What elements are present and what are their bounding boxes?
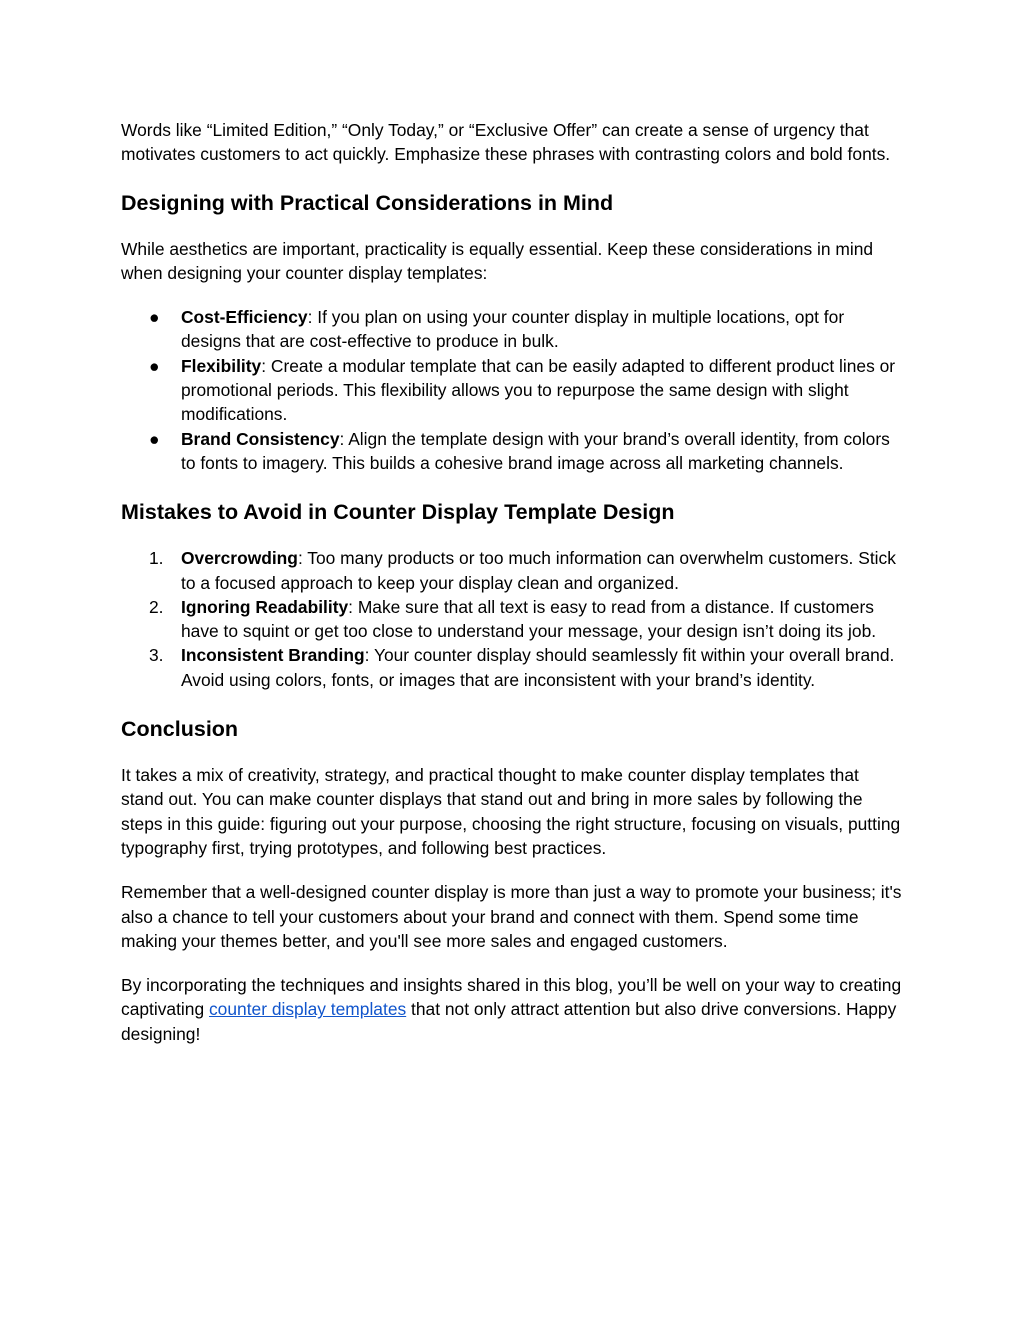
conclusion-heading: Conclusion bbox=[121, 717, 239, 742]
document-page bbox=[121, 118, 906, 1046]
list-item-text: : Your counter display should seamlessly fit within your overall brand. Avoid using colors, fonts, or images that are inconsistent with your brand’s identity. bbox=[181, 645, 895, 690]
list-item-inconsistent-branding bbox=[121, 643, 906, 692]
list-item-term: Overcrowding bbox=[181, 548, 298, 569]
list-item-term: Flexibility bbox=[181, 355, 262, 376]
practical-heading: Designing with Practical Considerations in Mind bbox=[121, 190, 614, 215]
list-item-term: Inconsistent Branding bbox=[181, 645, 365, 666]
intro-paragraph: Words like “Limited Edition,” “Only Today,” or “Exclusive Offer” can create a sense of urgency that motivates customers to act quickly. Emphasize these phrases with contrasting colors and bold fonts. bbox=[121, 120, 891, 165]
list-item-term: Ignoring Readability bbox=[181, 596, 349, 617]
conclusion-text-after-link: that not only attract attention but also drive conversions. Happy designing! bbox=[121, 999, 897, 1044]
conclusion-paragraph-1: It takes a mix of creativity, strategy, and practical thought to make counter display templates that stand out. You can make counter displays that stand out and bring in more sales by following the steps in this guide: figuring out your purpose, choosing the right structure, focusing on visuals, putting typography first, trying prototypes, and following best practices. bbox=[121, 765, 901, 858]
practical-list bbox=[121, 305, 906, 475]
practical-paragraph: While aesthetics are important, practicality is equally essential. Keep these considerations in mind when designing your counter display templates: bbox=[121, 238, 874, 283]
list-number: 2. bbox=[149, 596, 164, 617]
list-item-brand-consistency bbox=[121, 427, 906, 476]
bullet-icon: ● bbox=[149, 307, 160, 328]
list-number: 1. bbox=[149, 548, 164, 569]
conclusion-paragraph-2: Remember that a well-designed counter display is more than just a way to promote your business; it's also a chance to tell your customers about your brand and connect with them. Spend some time making your themes better, and you'll see more sales and engaged customers. bbox=[121, 882, 902, 951]
conclusion-paragraph-3 bbox=[121, 973, 906, 1046]
list-number: 3. bbox=[149, 645, 164, 666]
list-item-term: Brand Consistency bbox=[181, 428, 340, 449]
list-item-text: : Make sure that all text is easy to read from a distance. If customers have to squint or get too close to understand your message, your design isn’t doing its job. bbox=[181, 596, 877, 642]
counter-display-templates-link[interactable]: counter display templates bbox=[208, 999, 407, 1020]
list-item-text: : Create a modular template that can be easily adapted to different product lines or promotional periods. This flexibility allows you to repurpose the same design with slight modifications. bbox=[181, 355, 896, 425]
bullet-icon: ● bbox=[149, 428, 160, 449]
list-item-ignoring-readability bbox=[121, 595, 906, 644]
list-item-overcrowding bbox=[121, 546, 906, 595]
bullet-icon: ● bbox=[149, 355, 160, 376]
list-item-flexibility bbox=[121, 354, 906, 427]
mistakes-heading: Mistakes to Avoid in Counter Display Template Design bbox=[121, 500, 675, 525]
list-item-text: : If you plan on using your counter display in multiple locations, opt for designs that are cost-effective to produce in bulk. bbox=[181, 307, 845, 352]
list-item-term: Cost-Efficiency bbox=[181, 307, 308, 328]
mistakes-list bbox=[121, 546, 906, 692]
list-item-text: : Align the template design with your brand’s overall identity, from colors to fonts to imagery. This builds a cohesive brand image across all marketing channels. bbox=[181, 428, 890, 473]
list-item-text: : Too many products or too much information can overwhelm customers. Stick to a focused approach to keep your display clean and organized. bbox=[181, 548, 896, 593]
conclusion-text-before-link: By incorporating the techniques and insights shared in this blog, you’ll be well on your way to creating captivating bbox=[121, 975, 902, 1020]
list-item-cost-efficiency bbox=[121, 305, 906, 354]
